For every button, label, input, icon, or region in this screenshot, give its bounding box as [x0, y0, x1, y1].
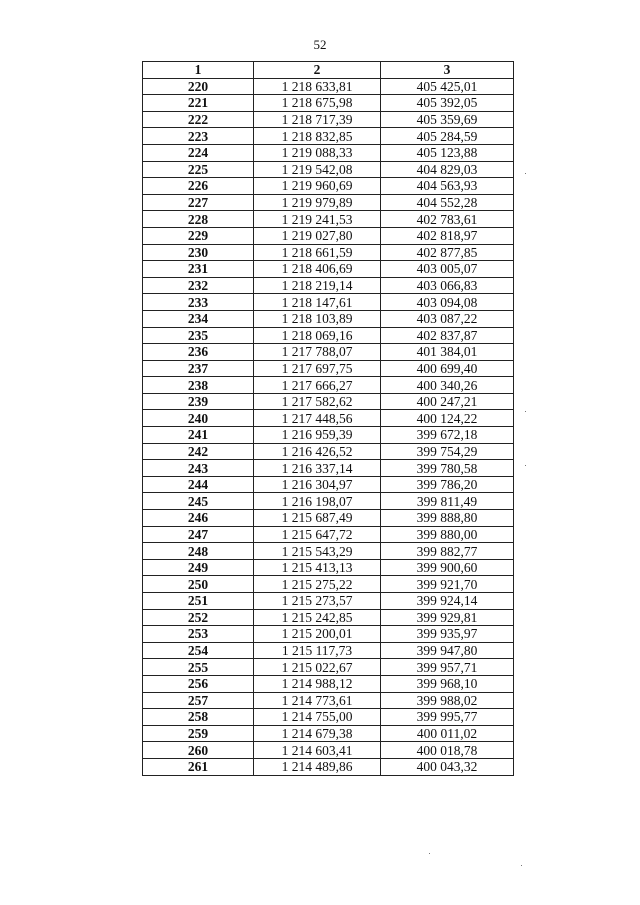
cell-point-number: 223 — [143, 128, 254, 145]
table-row — [143, 277, 514, 294]
table-row — [143, 476, 514, 493]
table-row — [143, 360, 514, 377]
cell-point-number: 221 — [143, 95, 254, 112]
cell-point-number: 257 — [143, 692, 254, 709]
cell-y-coordinate: 403 087,22 — [381, 310, 514, 327]
cell-point-number: 260 — [143, 742, 254, 759]
cell-y-coordinate: 399 780,58 — [381, 460, 514, 477]
cell-x-coordinate: 1 215 117,73 — [254, 642, 381, 659]
cell-point-number: 229 — [143, 227, 254, 244]
table-row — [143, 510, 514, 527]
page-number: 52 — [313, 37, 327, 52]
cell-point-number: 250 — [143, 576, 254, 593]
cell-x-coordinate: 1 214 773,61 — [254, 692, 381, 709]
table-row — [143, 493, 514, 510]
cell-x-coordinate: 1 218 219,14 — [254, 277, 381, 294]
cell-y-coordinate: 401 384,01 — [381, 344, 514, 361]
table-row — [143, 211, 514, 228]
coordinates-table — [142, 61, 514, 776]
cell-x-coordinate: 1 219 542,08 — [254, 161, 381, 178]
cell-x-coordinate: 1 214 489,86 — [254, 758, 381, 775]
table-row — [143, 377, 514, 394]
table-body — [143, 78, 514, 775]
cell-y-coordinate: 399 786,20 — [381, 476, 514, 493]
scan-speck — [429, 853, 430, 854]
cell-x-coordinate: 1 215 413,13 — [254, 559, 381, 576]
cell-point-number: 234 — [143, 310, 254, 327]
cell-y-coordinate: 399 754,29 — [381, 443, 514, 460]
cell-y-coordinate: 399 672,18 — [381, 427, 514, 444]
table-row — [143, 593, 514, 610]
scan-speck — [525, 173, 526, 174]
cell-y-coordinate: 399 957,71 — [381, 659, 514, 676]
table-row — [143, 78, 514, 95]
cell-x-coordinate: 1 215 200,01 — [254, 626, 381, 643]
cell-point-number: 255 — [143, 659, 254, 676]
cell-y-coordinate: 405 284,59 — [381, 128, 514, 145]
table-row — [143, 194, 514, 211]
cell-y-coordinate: 400 699,40 — [381, 360, 514, 377]
cell-x-coordinate: 1 218 675,98 — [254, 95, 381, 112]
cell-x-coordinate: 1 219 979,89 — [254, 194, 381, 211]
cell-point-number: 242 — [143, 443, 254, 460]
cell-y-coordinate: 399 921,70 — [381, 576, 514, 593]
table-row — [143, 609, 514, 626]
cell-x-coordinate: 1 214 988,12 — [254, 675, 381, 692]
cell-point-number: 258 — [143, 709, 254, 726]
table-row — [143, 111, 514, 128]
cell-x-coordinate: 1 217 448,56 — [254, 410, 381, 427]
table-row — [143, 95, 514, 112]
cell-y-coordinate: 400 011,02 — [381, 725, 514, 742]
cell-y-coordinate: 404 563,93 — [381, 178, 514, 195]
cell-y-coordinate: 400 043,32 — [381, 758, 514, 775]
cell-x-coordinate: 1 218 661,59 — [254, 244, 381, 261]
table-row — [143, 659, 514, 676]
cell-x-coordinate: 1 217 788,07 — [254, 344, 381, 361]
table-row — [143, 543, 514, 560]
cell-point-number: 232 — [143, 277, 254, 294]
table-row — [143, 758, 514, 775]
cell-x-coordinate: 1 217 666,27 — [254, 377, 381, 394]
cell-x-coordinate: 1 217 582,62 — [254, 393, 381, 410]
cell-x-coordinate: 1 219 088,33 — [254, 144, 381, 161]
cell-point-number: 248 — [143, 543, 254, 560]
table-row — [143, 709, 514, 726]
cell-x-coordinate: 1 214 603,41 — [254, 742, 381, 759]
cell-y-coordinate: 403 094,08 — [381, 294, 514, 311]
cell-point-number: 249 — [143, 559, 254, 576]
cell-point-number: 220 — [143, 78, 254, 95]
table-row — [143, 692, 514, 709]
cell-y-coordinate: 403 066,83 — [381, 277, 514, 294]
cell-y-coordinate: 404 829,03 — [381, 161, 514, 178]
cell-point-number: 245 — [143, 493, 254, 510]
table-row — [143, 161, 514, 178]
cell-point-number: 246 — [143, 510, 254, 527]
cell-point-number: 235 — [143, 327, 254, 344]
cell-point-number: 238 — [143, 377, 254, 394]
cell-point-number: 228 — [143, 211, 254, 228]
cell-x-coordinate: 1 216 198,07 — [254, 493, 381, 510]
cell-y-coordinate: 405 123,88 — [381, 144, 514, 161]
cell-y-coordinate: 399 968,10 — [381, 675, 514, 692]
cell-y-coordinate: 399 888,80 — [381, 510, 514, 527]
cell-point-number: 251 — [143, 593, 254, 610]
cell-x-coordinate: 1 218 633,81 — [254, 78, 381, 95]
cell-x-coordinate: 1 215 275,22 — [254, 576, 381, 593]
cell-x-coordinate: 1 219 241,53 — [254, 211, 381, 228]
table-row — [143, 227, 514, 244]
scan-speck — [525, 465, 526, 466]
cell-y-coordinate: 400 018,78 — [381, 742, 514, 759]
table-row — [143, 327, 514, 344]
cell-point-number: 237 — [143, 360, 254, 377]
table-row — [143, 261, 514, 278]
cell-y-coordinate: 405 425,01 — [381, 78, 514, 95]
cell-point-number: 261 — [143, 758, 254, 775]
cell-x-coordinate: 1 219 960,69 — [254, 178, 381, 195]
cell-point-number: 224 — [143, 144, 254, 161]
table-row — [143, 294, 514, 311]
cell-point-number: 226 — [143, 178, 254, 195]
table-row — [143, 427, 514, 444]
cell-x-coordinate: 1 218 147,61 — [254, 294, 381, 311]
cell-y-coordinate: 405 359,69 — [381, 111, 514, 128]
table-row — [143, 526, 514, 543]
cell-y-coordinate: 400 340,26 — [381, 377, 514, 394]
cell-point-number: 239 — [143, 393, 254, 410]
cell-point-number: 230 — [143, 244, 254, 261]
cell-point-number: 233 — [143, 294, 254, 311]
table-row — [143, 393, 514, 410]
cell-x-coordinate: 1 215 687,49 — [254, 510, 381, 527]
cell-point-number: 244 — [143, 476, 254, 493]
column-header-y: 3 — [381, 62, 514, 79]
cell-x-coordinate: 1 216 426,52 — [254, 443, 381, 460]
cell-y-coordinate: 399 811,49 — [381, 493, 514, 510]
cell-y-coordinate: 404 552,28 — [381, 194, 514, 211]
cell-point-number: 252 — [143, 609, 254, 626]
cell-x-coordinate: 1 216 304,97 — [254, 476, 381, 493]
cell-point-number: 241 — [143, 427, 254, 444]
cell-y-coordinate: 399 880,00 — [381, 526, 514, 543]
table-row — [143, 344, 514, 361]
cell-point-number: 247 — [143, 526, 254, 543]
cell-x-coordinate: 1 216 337,14 — [254, 460, 381, 477]
cell-y-coordinate: 399 929,81 — [381, 609, 514, 626]
cell-point-number: 227 — [143, 194, 254, 211]
cell-x-coordinate: 1 215 273,57 — [254, 593, 381, 610]
column-header-x: 2 — [254, 62, 381, 79]
cell-point-number: 256 — [143, 675, 254, 692]
cell-x-coordinate: 1 219 027,80 — [254, 227, 381, 244]
cell-y-coordinate: 400 247,21 — [381, 393, 514, 410]
cell-point-number: 253 — [143, 626, 254, 643]
cell-y-coordinate: 402 818,97 — [381, 227, 514, 244]
cell-x-coordinate: 1 214 679,38 — [254, 725, 381, 742]
cell-y-coordinate: 399 882,77 — [381, 543, 514, 560]
table-row — [143, 725, 514, 742]
cell-y-coordinate: 399 924,14 — [381, 593, 514, 610]
table-row — [143, 310, 514, 327]
table-row — [143, 742, 514, 759]
cell-y-coordinate: 399 900,60 — [381, 559, 514, 576]
cell-x-coordinate: 1 215 647,72 — [254, 526, 381, 543]
cell-y-coordinate: 403 005,07 — [381, 261, 514, 278]
cell-point-number: 259 — [143, 725, 254, 742]
cell-point-number: 243 — [143, 460, 254, 477]
cell-x-coordinate: 1 216 959,39 — [254, 427, 381, 444]
cell-x-coordinate: 1 215 242,85 — [254, 609, 381, 626]
cell-y-coordinate: 405 392,05 — [381, 95, 514, 112]
table-row — [143, 642, 514, 659]
cell-x-coordinate: 1 218 069,16 — [254, 327, 381, 344]
cell-y-coordinate: 402 783,61 — [381, 211, 514, 228]
table-row — [143, 144, 514, 161]
table-row — [143, 675, 514, 692]
column-header-point-number: 1 — [143, 62, 254, 79]
table-row — [143, 460, 514, 477]
cell-point-number: 222 — [143, 111, 254, 128]
cell-y-coordinate: 399 988,02 — [381, 692, 514, 709]
table-row — [143, 410, 514, 427]
cell-y-coordinate: 402 877,85 — [381, 244, 514, 261]
cell-y-coordinate: 399 935,97 — [381, 626, 514, 643]
cell-y-coordinate: 402 837,87 — [381, 327, 514, 344]
table-row — [143, 244, 514, 261]
table-row — [143, 576, 514, 593]
cell-point-number: 254 — [143, 642, 254, 659]
table-row — [143, 559, 514, 576]
table-row — [143, 178, 514, 195]
cell-point-number: 225 — [143, 161, 254, 178]
table-row — [143, 443, 514, 460]
cell-y-coordinate: 399 995,77 — [381, 709, 514, 726]
cell-x-coordinate: 1 214 755,00 — [254, 709, 381, 726]
cell-x-coordinate: 1 215 022,67 — [254, 659, 381, 676]
cell-x-coordinate: 1 218 103,89 — [254, 310, 381, 327]
cell-x-coordinate: 1 218 717,39 — [254, 111, 381, 128]
cell-x-coordinate: 1 218 406,69 — [254, 261, 381, 278]
table-row — [143, 128, 514, 145]
cell-point-number: 231 — [143, 261, 254, 278]
scan-speck — [521, 865, 522, 866]
cell-y-coordinate: 400 124,22 — [381, 410, 514, 427]
cell-point-number: 240 — [143, 410, 254, 427]
cell-x-coordinate: 1 217 697,75 — [254, 360, 381, 377]
cell-y-coordinate: 399 947,80 — [381, 642, 514, 659]
cell-x-coordinate: 1 218 832,85 — [254, 128, 381, 145]
cell-x-coordinate: 1 215 543,29 — [254, 543, 381, 560]
scan-speck — [525, 411, 526, 412]
table-header-row — [143, 62, 514, 79]
table-row — [143, 626, 514, 643]
cell-point-number: 236 — [143, 344, 254, 361]
